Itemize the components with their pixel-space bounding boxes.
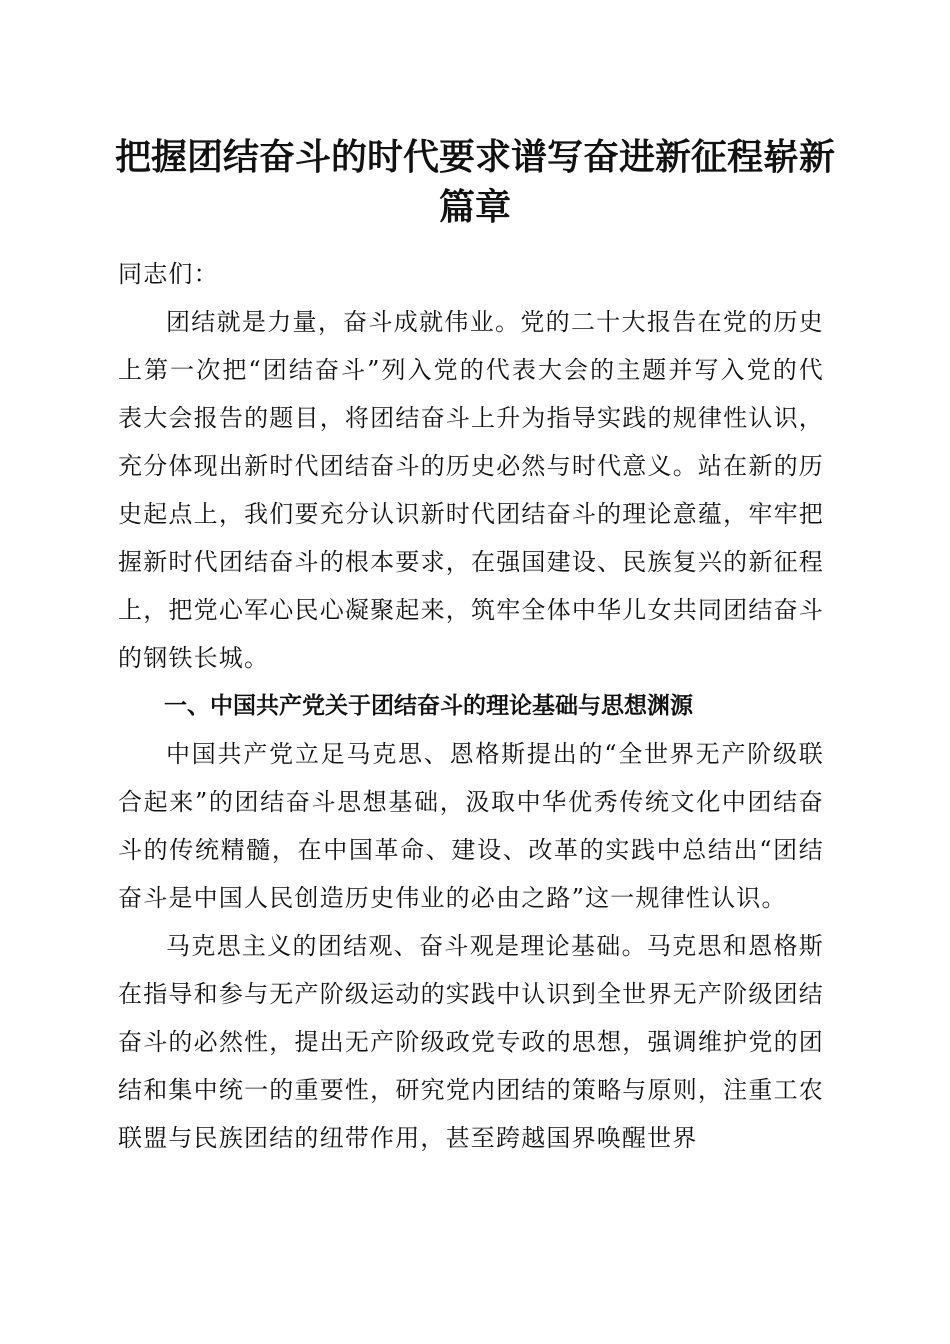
section-heading-1: 一、中国共产党关于团结奋斗的理论基础与思想渊源: [164, 693, 693, 719]
document-body: [118, 250, 824, 1162]
paragraph-intro: 团结就是力量，奋斗成就伟业。党的二十大报告在党的历史上第一次把“团结奋斗”列入党的代表大会的主题并写入党的代表大会报告的题目，将团结奋斗上升为指导实践的规律性认识，充分体现出新时代团结奋斗的历史必然与时代意义。站在新的历史起点上，我们要充分认识新时代团结奋斗的理论意蕴，牢牢把握新时代团结奋斗的根本要求，在强国建设、民族复兴的新征程上，把党心军心民心凝聚起来，筑牢全体中华儿女共同团结奋斗的钢铁长城。: [118, 308, 824, 672]
section-1-paragraph: 中国共产党立足马克思、恩格斯提出的“全世界无产阶级联合起来”的团结奋斗思想基础，汲取中华优秀传统文化中团结奋斗的传统精髓，在中国革命、建设、改革的实践中总结出“团结奋斗是中国人民创造历史伟业的必由之路”这一规律性认识。: [118, 740, 824, 912]
section-1-paragraph: 马克思主义的团结观、奋斗观是理论基础。马克思和恩格斯在指导和参与无产阶级运动的实践中认识到全世界无产阶级团结奋斗的必然性，提出无产阶级政党专政的思想，强调维护党的团结和集中统一的重要性，研究党内团结的策略与原则，注重工农联盟与民族团结的纽带作用，甚至跨越国界唤醒世界: [118, 932, 824, 1152]
salutation: 同志们：: [118, 260, 219, 288]
document-title: 把握团结奋斗的时代要求谱写奋进新征程崭新篇章: [114, 136, 835, 228]
